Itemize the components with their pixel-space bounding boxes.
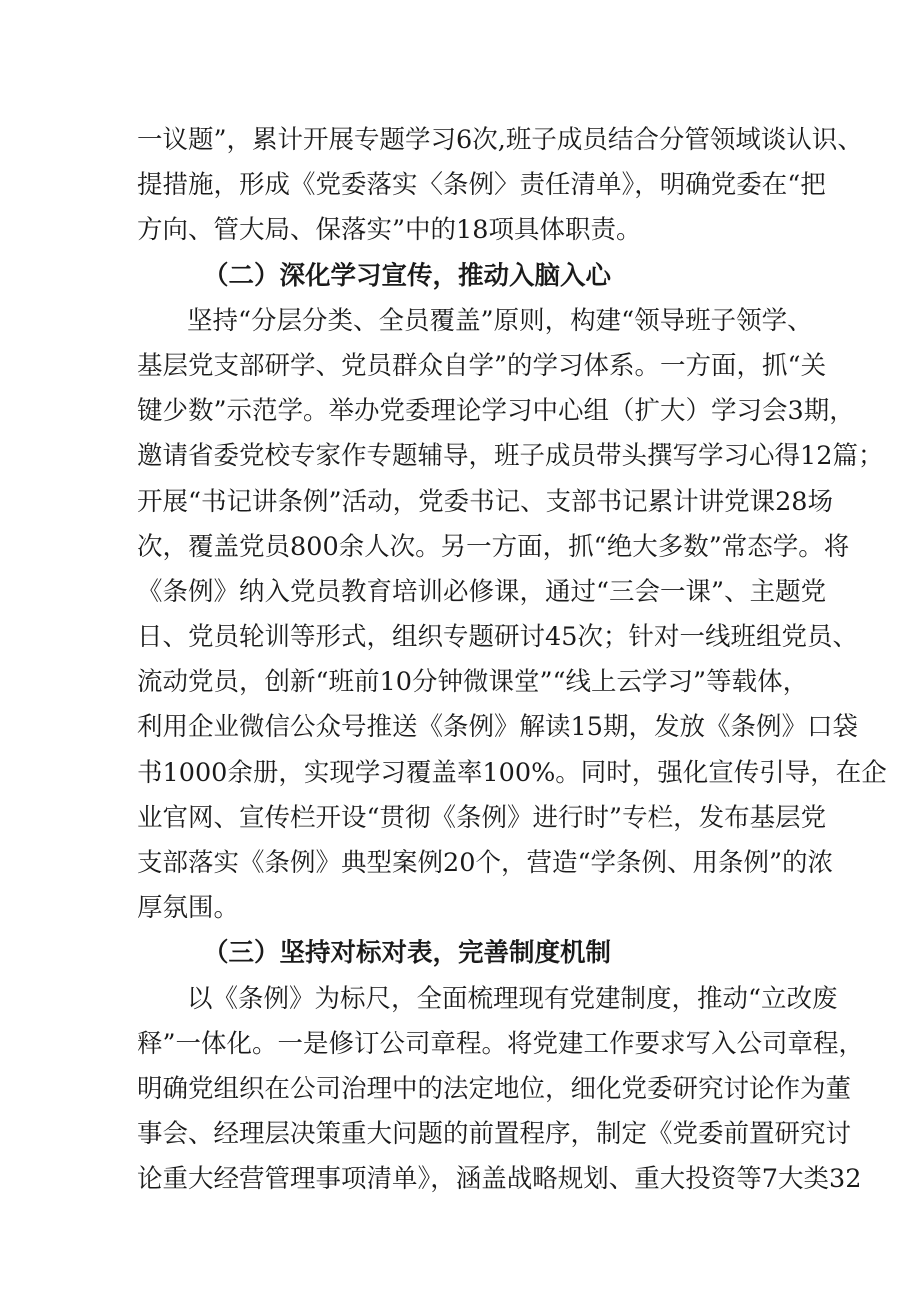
text-line: 厚氛围。 (137, 893, 240, 924)
text-line: 基层党支部研学、党员群众自学”的学习体系。一方面，抓“关 (137, 350, 827, 381)
text-line: 业官网、宣传栏开设“贯彻《条例》进行时”专栏，发布基层党 (137, 802, 827, 833)
text-line: 提措施，形成《党委落实〈条例〉责任清单》，明确党委在“把 (137, 170, 826, 201)
text-line: 键少数”示范学。举办党委理论学习中心组（扩大）学习会3期， (137, 396, 855, 427)
text-line: 日、党员轮训等形式，组织专题研讨45次；针对一线班组党员、 (137, 622, 858, 653)
text-line: 开展“书记讲条例”活动，党委书记、支部书记累计讲党课28场 (137, 486, 834, 517)
text-line: 《条例》纳入党员教育培训必修课，通过“三会一课”、主题党 (137, 576, 827, 607)
text-line: 坚持“分层分类、全员覆盖”原则，构建“领导班子领学、 (187, 305, 813, 336)
text-line: 释”一体化。一是修订公司章程。将党建工作要求写入公司章程， (137, 1028, 865, 1059)
text-line: 流动党员，创新“班前10分钟微课堂”“线上云学习”等载体， (137, 667, 809, 698)
text-line: 论重大经营管理事项清单》，涵盖战略规划、重大投资等7大类32 (137, 1164, 862, 1195)
text-line: 事会、经理层决策重大问题的前置程序，制定《党委前置研究讨 (137, 1119, 852, 1150)
text-line: 邀请省委党校专家作专题辅导，班子成员带头撰写学习心得12篇； (137, 441, 884, 472)
body-text (137, 118, 887, 1203)
section-heading-3: （三）坚持对标对表，完善制度机制 (203, 938, 612, 969)
text-line: 一议题”，累计开展专题学习6次,班子成员结合分管领域谈认识、 (137, 125, 863, 155)
text-line: 明确党组织在公司治理中的法定地位，细化党委研究讨论作为董 (137, 1073, 852, 1104)
section-heading-2: （二）深化学习宣传，推动入脑入心 (203, 260, 612, 291)
text-line: 书1000余册，实现学习覆盖率100%。同时，强化宣传引导，在企 (137, 757, 887, 788)
text-line: 利用企业微信公众号推送《条例》解读15期，发放《条例》口袋 (137, 712, 858, 743)
text-line: 以《条例》为标尺，全面梳理现有党建制度，推动“立改废 (187, 983, 838, 1014)
text-line: 次，覆盖党员800余人次。另一方面，抓“绝大多数”常态学。将 (137, 531, 850, 562)
text-line: 方向、管大局、保落实”中的18项具体职责。 (137, 215, 642, 246)
text-line: 支部落实《条例》典型案例20个，营造“学条例、用条例”的浓 (137, 848, 834, 878)
